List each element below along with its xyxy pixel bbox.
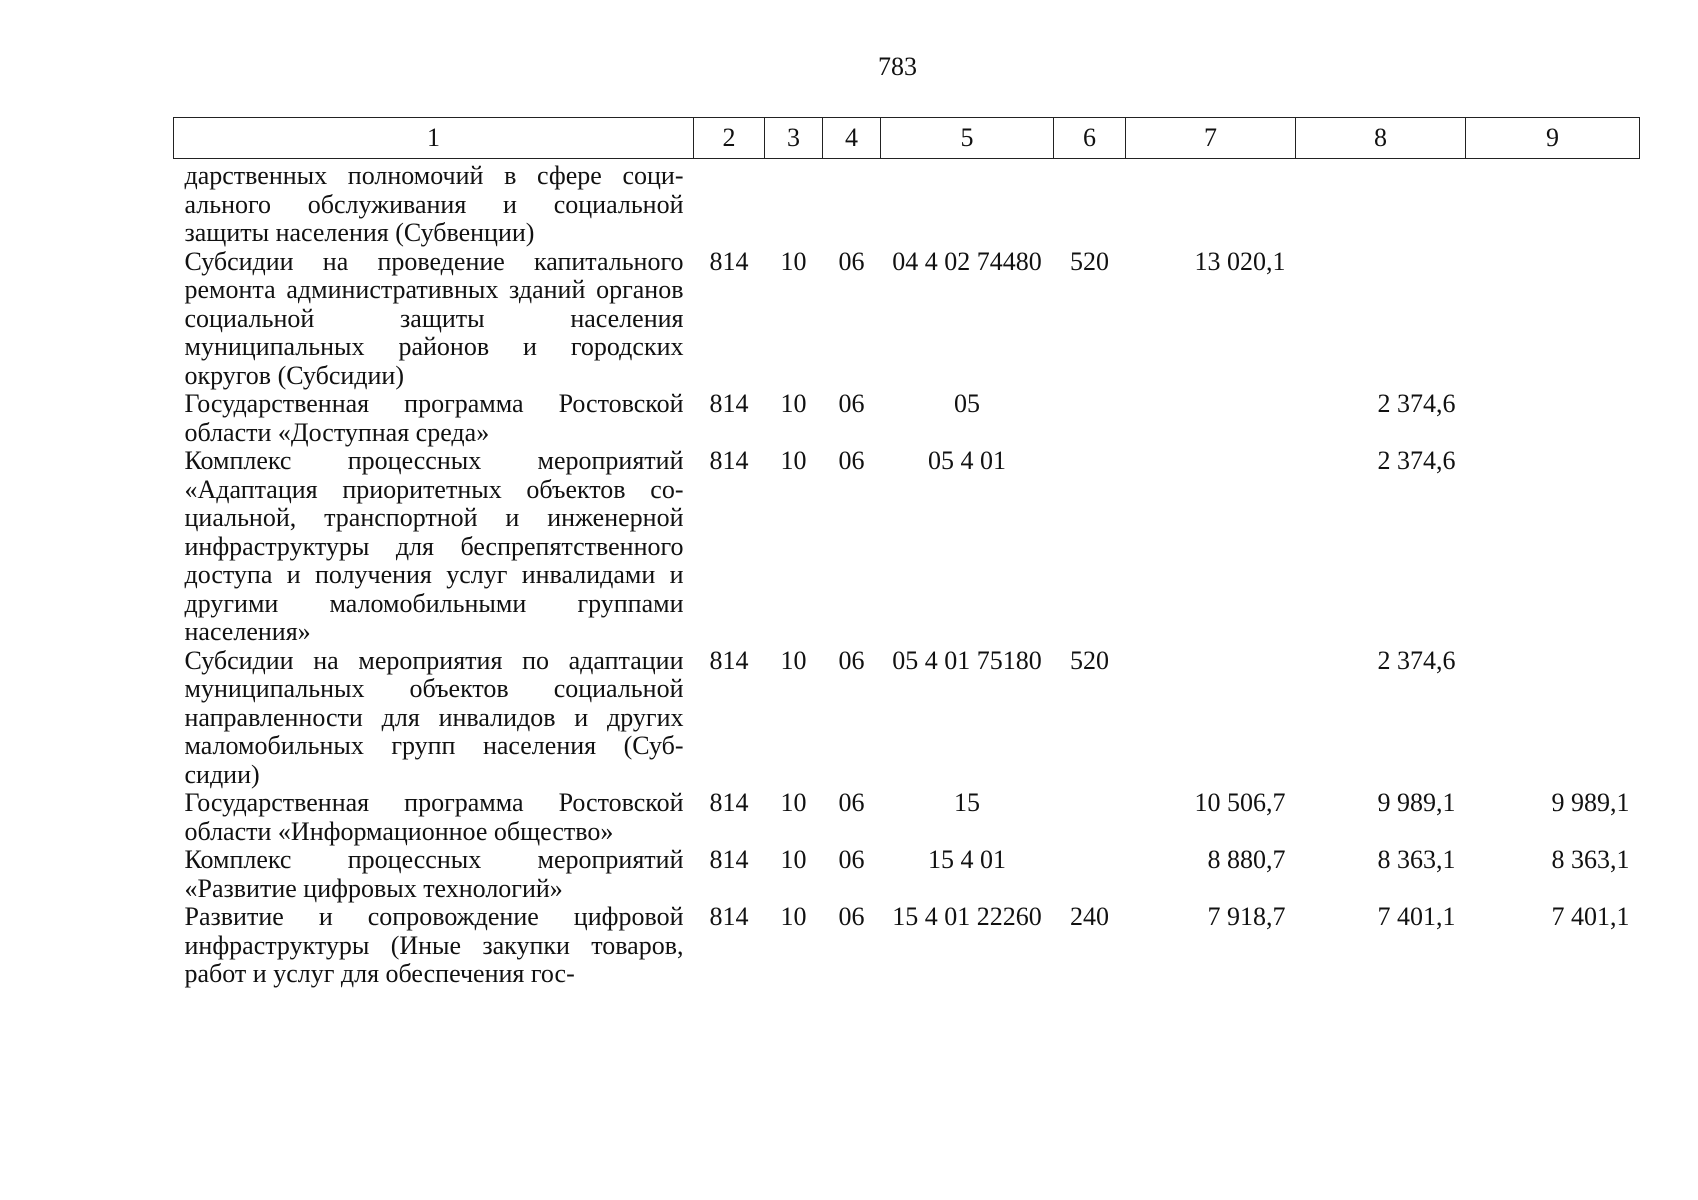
row-target-article: 15 [954,788,980,817]
row-expense-type [1054,159,1126,248]
row-subsection-code: 06 [838,446,865,475]
row-name: Комплекс процессных мероприятий «Адаптация приоритетных объектов социальной, транспортной и инженерной инфраструктуры для беспрепятственного доступа и получения услуг инвалидами и другими маломобильными группами населения» [184,446,684,646]
row-section-code: 10 [780,788,807,817]
row-name: Субсидии на мероприятия по адаптации муниципальных объектов социальной направленности для инвалидов и других маломобильных групп населения (Субсидии) [184,645,684,789]
header-row [174,118,1640,159]
row-amount-col9: 7 401,1 [1551,902,1630,931]
column-header-7: 7 [1126,118,1296,159]
row-name: Комплекс процессных мероприятий «Развитие цифровых технологий» [184,845,684,903]
row-name: Государственная программа Ростовской области «Доступная среда» [184,389,684,447]
row-subsection-code: 06 [838,845,865,874]
row-expense-type [1054,390,1126,447]
page-number: 783 [878,52,917,81]
row-target-article: 05 [954,389,980,418]
row-name: Развитие и сопровождение цифровой инфраструктуры (Иные закупки товаров, работ и услуг для обеспечения гос- [184,902,684,988]
table-row [174,447,1640,647]
row-section-code: 10 [780,389,807,418]
row-expense-type: 520 [1070,246,1109,276]
row-amount-col8: 2 374,6 [1377,645,1456,675]
row-section-code [765,159,823,248]
row-ministry-code: 814 [709,246,749,276]
column-header-4: 4 [823,118,881,159]
row-amount-col7 [1126,159,1296,248]
row-expense-type [1054,447,1126,647]
row-ministry-code: 814 [709,389,749,418]
row-amount-col9: 9 989,1 [1551,788,1630,817]
row-amount-col9 [1466,390,1640,447]
column-header-3: 3 [765,118,823,159]
row-target-article: 15 4 01 22260 [892,902,1042,931]
row-amount-col9 [1466,647,1640,790]
table-row [174,248,1640,391]
row-section-code: 10 [780,446,807,475]
column-header-9: 9 [1466,118,1640,159]
row-subsection-code: 06 [838,645,865,675]
row-amount-col8: 8 363,1 [1377,845,1456,874]
table-row [174,789,1640,846]
column-header-6: 6 [1054,118,1126,159]
row-subsection-code [823,159,881,248]
row-amount-col7: 8 880,7 [1207,845,1286,874]
row-amount-col7 [1126,447,1296,647]
row-amount-col9: 8 363,1 [1551,845,1630,874]
row-name: дарственных полномочий в сфере социального обслуживания и социальной защиты населения (Субвенции) [184,161,684,247]
row-ministry-code: 814 [709,446,749,475]
row-subsection-code: 06 [838,246,865,276]
row-subsection-code: 06 [838,902,865,931]
row-ministry-code: 814 [709,902,749,931]
table-body [174,159,1640,989]
table-header [174,118,1640,159]
row-target-article: 15 4 01 [928,845,1006,874]
row-section-code: 10 [780,902,807,931]
row-amount-col9 [1466,447,1640,647]
row-amount-col8: 2 374,6 [1377,389,1456,418]
row-section-code: 10 [780,845,807,874]
row-amount-col7 [1126,647,1296,790]
column-header-5: 5 [881,118,1054,159]
row-ministry-code [694,159,765,248]
row-subsection-code: 06 [838,788,865,817]
row-ministry-code: 814 [709,845,749,874]
row-target-article [881,159,1054,248]
row-amount-col7: 13 020,1 [1194,246,1286,276]
row-amount-col8 [1296,159,1466,248]
row-subsection-code: 06 [838,389,865,418]
table-row [174,846,1640,903]
row-target-article: 05 4 01 [928,446,1006,475]
row-amount-col8: 9 989,1 [1377,788,1456,817]
row-expense-type: 520 [1070,645,1109,675]
row-amount-col8: 7 401,1 [1377,902,1456,931]
row-ministry-code: 814 [709,788,749,817]
row-expense-type [1054,846,1126,903]
row-section-code: 10 [780,645,807,675]
column-header-8: 8 [1296,118,1466,159]
table-row [174,159,1640,248]
row-amount-col7: 7 918,7 [1207,902,1286,931]
row-expense-type [1054,789,1126,846]
table-row [174,903,1640,989]
row-amount-col7 [1126,390,1296,447]
column-header-1: 1 [174,118,694,159]
row-amount-col8 [1296,248,1466,391]
table-row [174,390,1640,447]
row-target-article: 05 4 01 75180 [892,645,1042,675]
row-target-article: 04 4 02 74480 [892,246,1042,276]
row-name: Государственная программа Ростовской области «Информационное общество» [184,788,684,846]
row-amount-col7: 10 506,7 [1194,788,1286,817]
row-amount-col8: 2 374,6 [1377,446,1456,475]
row-expense-type: 240 [1070,902,1109,931]
row-amount-col9 [1466,159,1640,248]
row-section-code: 10 [780,246,807,276]
table-row [174,647,1640,790]
row-ministry-code: 814 [709,645,749,675]
budget-table [173,117,1640,989]
row-name: Субсидии на проведение капитального ремонта административных зданий органов социальной защиты населения муниципальных районов и городских округов (Субсидии) [184,246,684,390]
column-header-2: 2 [694,118,765,159]
row-amount-col9 [1466,248,1640,391]
